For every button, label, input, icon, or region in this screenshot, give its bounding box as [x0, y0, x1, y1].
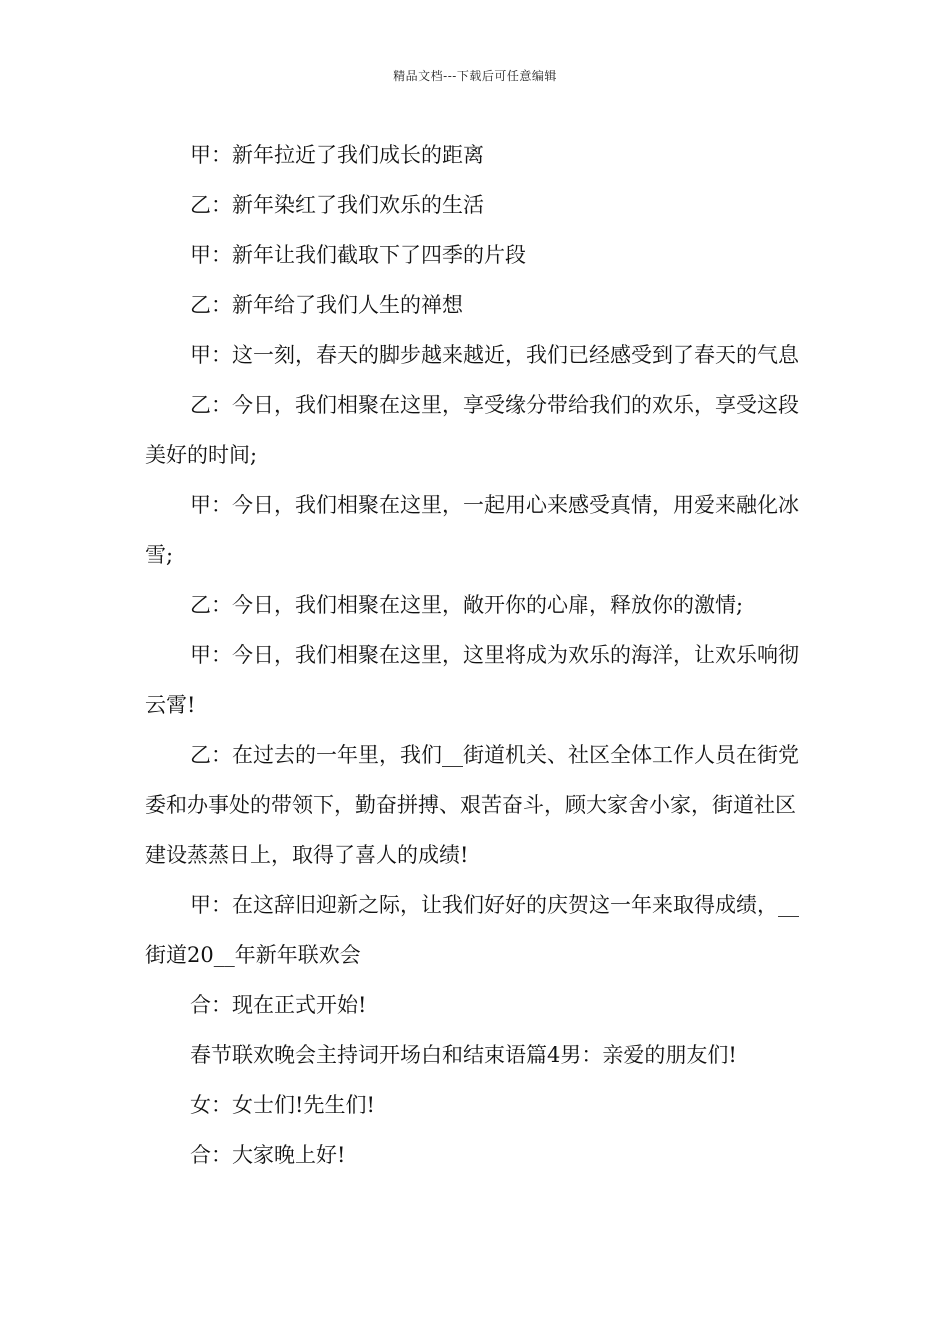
paragraph-2: 乙：新年染红了我们欢乐的生活	[190, 193, 484, 217]
paragraph-4: 乙：新年给了我们人生的禅想	[190, 293, 463, 317]
paragraph-9: 甲：今日，我们相聚在这里，这里将成为欢乐的海洋，让欢乐响彻云霄!	[145, 643, 799, 717]
paragraph-5: 甲：这一刻，春天的脚步越来越近，我们已经感受到了春天的气息	[190, 343, 799, 367]
paragraph-11: 甲：在这辞旧迎新之际，让我们好好的庆贺这一年来取得成绩，__街道20__年新年联欢会	[145, 893, 799, 967]
paragraph-8: 乙：今日，我们相聚在这里，敞开你的心扉，释放你的激情;	[190, 593, 744, 617]
paragraph-12: 合：现在正式开始!	[190, 993, 367, 1017]
document-body	[145, 130, 815, 1180]
paragraph-15: 合：大家晚上好!	[190, 1143, 346, 1167]
paragraph-1: 甲：新年拉近了我们成长的距离	[190, 143, 484, 167]
paragraph-6: 乙：今日，我们相聚在这里，享受缘分带给我们的欢乐，享受这段美好的时间;	[145, 393, 799, 467]
paragraph-14: 女：女士们!先生们!	[190, 1093, 375, 1117]
paragraph-7: 甲：今日，我们相聚在这里，一起用心来感受真情，用爱来融化冰雪;	[145, 493, 799, 567]
page-header: 精品文档---下载后可任意编辑	[393, 69, 557, 83]
paragraph-3: 甲：新年让我们截取下了四季的片段	[190, 243, 526, 267]
paragraph-10: 乙：在过去的一年里，我们__街道机关、社区全体工作人员在街党委和办事处的带领下，勤奋拼搏、艰苦奋斗，顾大家舍小家，街道社区建设蒸蒸日上，取得了喜人的成绩!	[145, 743, 799, 867]
paragraph-13: 春节联欢晚会主持词开场白和结束语篇4男：亲爱的朋友们!	[190, 1043, 737, 1067]
